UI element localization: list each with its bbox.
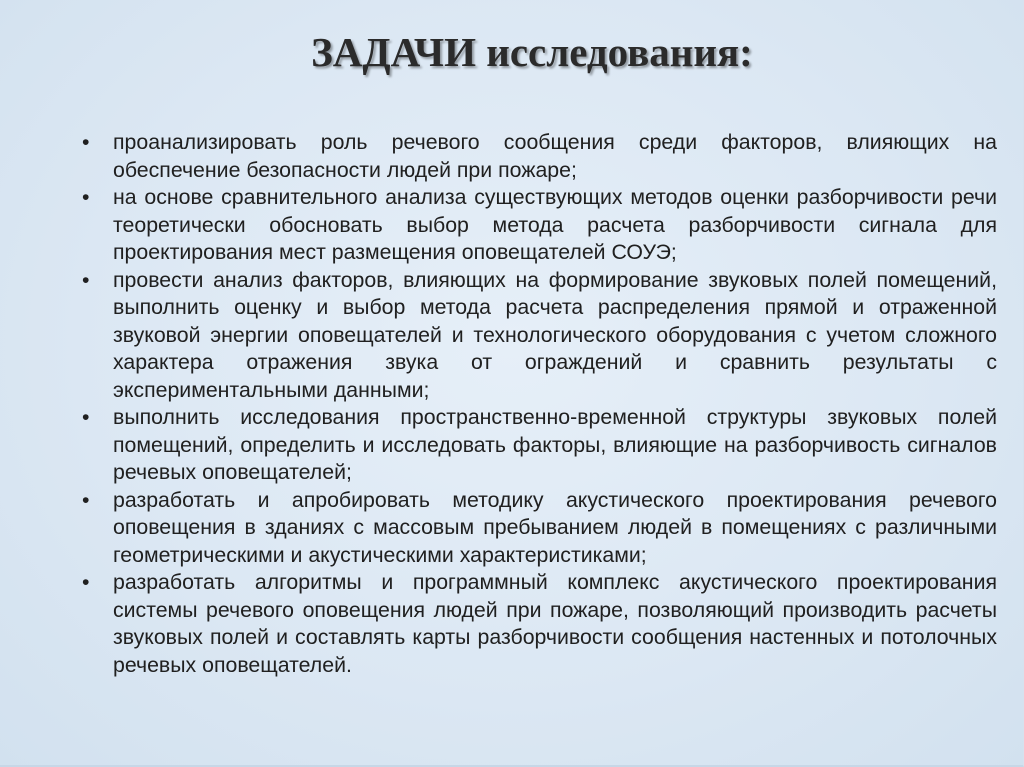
task-item-6	[82, 569, 997, 679]
slide-title: ЗАДАЧИ исследования:	[311, 29, 753, 75]
bullet-icon: •	[82, 487, 90, 512]
task-text: провести анализ факторов, влияющих на формирование звуковых полей помещений, выполнить оценку и выбор метода расчета распределения прямой и отраженной звуковой энергии оповещателей и технологического оборудования с учетом сложного характера отражения звука от ограждений и сравнить результаты с экспериментальными данными;	[113, 267, 997, 402]
bullet-icon: •	[82, 185, 90, 209]
bullet-icon: •	[82, 570, 90, 594]
task-text: на основе сравнительного анализа существующих методов оценки разборчивости речи теоретически обосновать выбор метода расчета разборчивости сигнала для проектирования мест размещения оповещателей СОУЭ;	[113, 185, 997, 264]
task-text: выполнить исследования пространственно-временной структуры звуковых полей помещений, определить и исследовать факторы, влияющие на разборчивость сигналов речевых оповещателей;	[113, 405, 997, 484]
task-text: проанализировать роль речевого сообщения среди факторов, влияющих на обеспечение безопасности людей при пожаре;	[113, 130, 997, 182]
bullet-icon: •	[82, 267, 90, 292]
task-item-2	[82, 184, 997, 267]
task-text: разработать алгоритмы и программный комплекс акустического проектирования системы речевого оповещения людей при пожаре, позволяющий производить расчеты звуковых полей и составлять карты разборчивости сообщения настенных и потолочных речевых оповещателей.	[113, 570, 997, 677]
bullet-icon: •	[82, 130, 90, 154]
task-text: разработать и апробировать методику акустического проектирования речевого оповещения в зданиях с массовым пребыванием людей в помещениях с различными геометрическими и акустическими характеристиками;	[113, 487, 997, 567]
task-list	[82, 129, 997, 679]
task-item-3	[82, 267, 997, 405]
bullet-icon: •	[82, 405, 90, 429]
task-item-1	[82, 129, 997, 184]
task-item-4	[82, 404, 997, 487]
task-item-5	[82, 487, 997, 570]
